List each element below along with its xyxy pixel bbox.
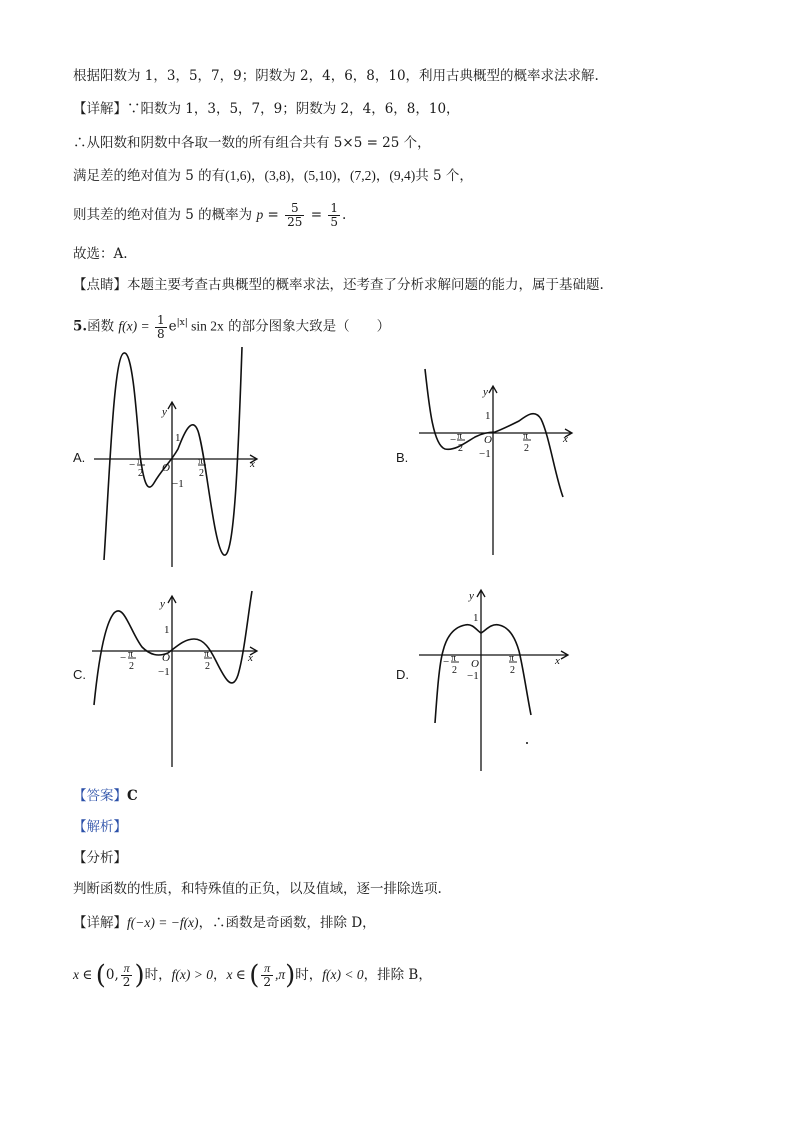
tick-neg-one: −1 xyxy=(467,670,479,682)
answer-line xyxy=(73,787,138,805)
pi-label: π xyxy=(198,456,204,467)
line-2-body: ∵阳数为 1，3，5，7，9；阴数为 2，4，6，8，10， xyxy=(127,101,460,117)
condition-1: f(x) > 0 xyxy=(171,967,213,982)
detail-end: ，排除 B， xyxy=(363,967,432,983)
minus-sign: − xyxy=(443,656,450,668)
fraction-1-8 xyxy=(155,314,167,341)
fraction-pi-2b xyxy=(261,962,273,989)
text-line-2 xyxy=(73,100,460,118)
text-line-7 xyxy=(73,276,604,294)
two-label: 2 xyxy=(452,665,457,676)
answer-value: C xyxy=(127,788,138,804)
tick-one: 1 xyxy=(485,410,491,422)
odd-function-expr: f(−x) = −f(x) xyxy=(127,915,199,930)
y-label: y xyxy=(469,590,474,602)
graph-option-c xyxy=(88,585,268,770)
detail-body: ，∴函数是奇函数，排除 D， xyxy=(198,915,376,931)
frac-num: 5 xyxy=(285,202,304,216)
curve-a xyxy=(104,347,242,560)
detail-line-2: x ∈ (0, $\frac{\pi}{2}$ )时，f(x) > 0，x ∈ ( $\frac{\pi}{2}$ ,π)时，f(x) < 0，排除 B， xyxy=(73,960,432,991)
minus-sign: − xyxy=(129,459,136,471)
pairs-list: (1,6)，(3,8)，(5,10)，(7,2)，(9,4) xyxy=(225,168,416,183)
text-line-1: 根据阳数为 1，3，5，7，9；阴数为 2，4，6，8，10，利用古典概型的概率求法求解. xyxy=(73,68,599,84)
x-label: x xyxy=(563,433,568,445)
curve-d xyxy=(435,625,531,723)
minus-sign: − xyxy=(450,434,457,446)
fraction-1-5 xyxy=(328,202,340,229)
text-line-5: 则其差的绝对值为 5 的概率为 p = $\frac{5}{25}$ = $\frac{1}{5}$ . xyxy=(73,201,347,229)
tick-one: 1 xyxy=(164,624,170,636)
exp-base: e xyxy=(168,318,177,335)
two-label: 2 xyxy=(510,665,515,676)
x-label: x xyxy=(248,652,253,664)
fraction-pi-2 xyxy=(121,962,133,989)
text-line-6: 故选：A. xyxy=(73,246,128,262)
fraction-5-25 xyxy=(285,202,304,229)
function-name: f(x) = xyxy=(118,318,153,334)
frac-den: 5 xyxy=(330,215,338,229)
line-4-pre: 满足差的绝对值为 5 的有 xyxy=(73,168,226,184)
pi-label: π xyxy=(204,649,210,660)
interval-2-end: ,π xyxy=(274,967,286,982)
section-tag-detail-2: 【详解】 xyxy=(73,915,127,931)
detail-line-1 xyxy=(73,914,376,932)
exp-sup: |x| xyxy=(176,318,188,328)
x-label: x xyxy=(250,458,255,470)
frac-den: 25 xyxy=(287,215,303,229)
x-label: x xyxy=(555,655,560,667)
option-b-label: B. xyxy=(396,450,409,465)
frac-den: 2 xyxy=(122,975,131,989)
pi-label: π xyxy=(128,649,134,660)
option-c-label: C. xyxy=(73,667,86,682)
section-tag-detail: 【详解】 xyxy=(73,101,127,117)
pi-label: π xyxy=(523,431,529,442)
frac-num: π xyxy=(121,962,133,976)
section-tag-fenxi: 【分析】 xyxy=(73,850,127,866)
two-label: 2 xyxy=(205,661,210,672)
tick-neg-one: −1 xyxy=(479,448,491,460)
origin-label: O xyxy=(471,658,479,670)
section-tag-answer: 【答案】 xyxy=(73,788,127,804)
tick-neg-one: −1 xyxy=(158,666,170,678)
section-tag-remark: 【点睛】 xyxy=(73,277,127,293)
line-4-post: 共 5 个， xyxy=(415,168,473,184)
when-2: 时， xyxy=(295,967,323,983)
prob-symbol: p xyxy=(256,207,264,222)
question-post: 的部分图象大致是（ ） xyxy=(223,318,391,335)
curve-c xyxy=(94,591,252,705)
stray-dot xyxy=(526,742,528,744)
two-label: 2 xyxy=(458,443,463,454)
separator: ， xyxy=(212,967,227,983)
frac-den: 2 xyxy=(263,975,271,989)
fenxi-body: 判断函数的性质，和特殊值的正负，以及值域，逐一排除选项. xyxy=(73,881,442,897)
question-pre: 函数 xyxy=(87,318,119,335)
question-5 xyxy=(73,308,390,342)
pi-label: π xyxy=(451,653,457,664)
pi-label: π xyxy=(137,456,143,467)
two-label: 2 xyxy=(129,661,134,672)
two-label: 2 xyxy=(199,468,204,479)
pi-label: π xyxy=(509,653,515,664)
line-7-body: 本题主要考查古典概型的概率求法，还考查了分析求解问题的能力，属于基础题. xyxy=(127,277,604,293)
frac-den: 8 xyxy=(156,326,165,341)
graph-option-a xyxy=(88,345,268,570)
line-5-pre: 则其差的绝对值为 5 的概率为 xyxy=(73,207,257,223)
y-label: y xyxy=(160,598,165,610)
frac-num: 1 xyxy=(156,312,165,327)
tick-neg-one: −1 xyxy=(172,478,184,490)
frac-num: π xyxy=(261,962,273,976)
y-label: y xyxy=(483,386,488,398)
x-in: x ∈ xyxy=(73,967,96,982)
section-tag-analysis: 【解析】 xyxy=(73,819,127,835)
two-label: 2 xyxy=(524,443,529,454)
when-1: 时， xyxy=(144,967,172,983)
origin-label: O xyxy=(162,462,170,474)
origin-label: O xyxy=(162,652,170,664)
minus-sign: − xyxy=(120,652,127,664)
origin-label: O xyxy=(484,434,492,446)
tick-one: 1 xyxy=(473,612,479,624)
two-label: 2 xyxy=(138,468,143,479)
pi-label: π xyxy=(457,431,463,442)
text-line-4 xyxy=(73,167,473,185)
graph-option-b xyxy=(415,365,585,560)
question-number: 5. xyxy=(73,318,88,335)
tick-one: 1 xyxy=(175,432,181,444)
frac-num: 1 xyxy=(330,201,338,215)
sin-term: sin 2x xyxy=(187,318,224,334)
x-in-2: x ∈ xyxy=(226,967,250,982)
text-line-3: ∴从阳数和阴数中各取一数的所有组合共有 5×5 = 25 个， xyxy=(73,135,431,151)
condition-2: f(x) < 0 xyxy=(322,967,364,982)
option-d-label: D. xyxy=(396,667,409,682)
graph-option-d xyxy=(415,585,585,775)
y-label: y xyxy=(162,406,167,418)
interval-1-start: 0, xyxy=(105,967,119,983)
option-a-label: A. xyxy=(73,450,86,465)
